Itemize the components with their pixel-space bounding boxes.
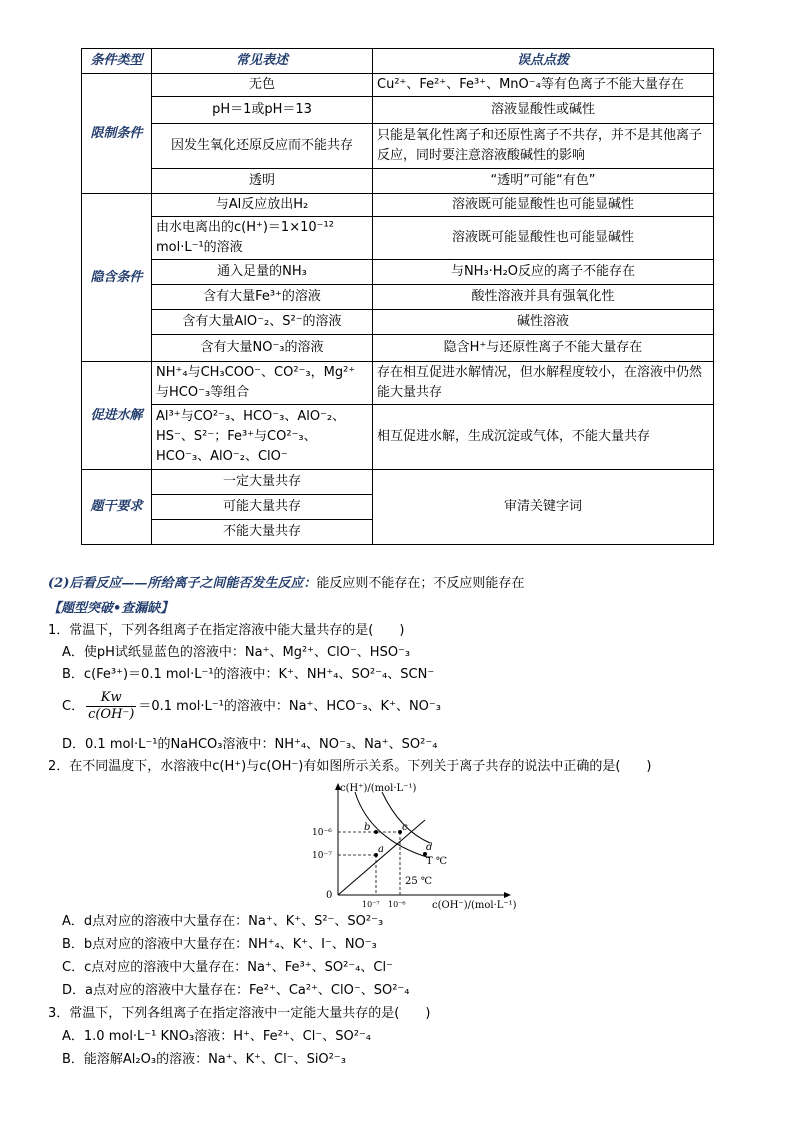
expression-cell: pH＝1或pH＝13	[152, 97, 373, 124]
tip-cell: 隐含H⁺与还原性离子不能大量存在	[373, 335, 714, 362]
table-header-cell: 常见表述	[152, 49, 373, 74]
expression-cell: 与Al反应放出H₂	[152, 194, 373, 217]
tip-cell: 存在相互促进水解情况，但水解程度较小，在溶液中仍然能大量共存	[373, 362, 714, 405]
expression-cell: 通入足量的NH₃	[152, 260, 373, 285]
q1-option-d: D．0.1 mol·L⁻¹的NaHCO₃溶液中：NH⁺₄、NO⁻₃、Na⁺、SO²⁻₄	[62, 737, 438, 752]
frac-den: c(OH⁻)	[88, 707, 135, 722]
q1-option-c-tail: ＝0.1 mol·L⁻¹的溶液中：Na⁺、HCO⁻₃、K⁺、NO⁻₃	[138, 699, 441, 714]
category-cell: 促进水解	[82, 362, 152, 470]
section-2-lead: (2)后看反应——所给离子之间能否发生反应：	[48, 576, 317, 591]
category-cell: 限制条件	[82, 74, 152, 194]
tip-cell: 酸性溶液并具有强氧化性	[373, 285, 714, 310]
q2-option-a: A．d点对应的溶液中大量存在：Na⁺、K⁺、S²⁻、SO²⁻₃	[62, 914, 384, 929]
q1-option-c	[62, 690, 441, 724]
q2-stem: 2．在不同温度下，水溶液中c(H⁺)与c(OH⁻)有如图所示关系。下列关于离子共存的说法中正确的是( )	[48, 759, 652, 774]
expression-cell: 一定大量共存	[152, 470, 373, 495]
q3-option-b: B．能溶解Al₂O₃的溶液：Na⁺、K⁺、Cl⁻、SiO²⁻₃	[62, 1052, 346, 1067]
table-row	[82, 335, 714, 362]
kw-fraction	[86, 690, 136, 723]
expression-cell: 可能大量共存	[152, 495, 373, 520]
heading-practice	[48, 600, 173, 618]
expression-cell: Al³⁺与CO²⁻₃、HCO⁻₃、AlO⁻₂、HS⁻、S²⁻；Fe³⁺与CO²⁻₃、HCO⁻₃、AlO⁻₂、ClO⁻	[152, 405, 373, 470]
tip-cell: Cu²⁺、Fe²⁺、Fe³⁺、MnO⁻₄等有色离子不能大量存在	[373, 74, 714, 97]
x-tick-1e-7: 10⁻⁷	[362, 900, 380, 909]
table-row	[82, 285, 714, 310]
table-row	[82, 169, 714, 194]
section-2-tail: 能反应则不能存在；不反应则能存在	[316, 576, 525, 591]
tip-cell: 溶液既可能显酸性也可能显碱性	[373, 217, 714, 260]
heading-text: 【题型突破•查漏缺】	[48, 601, 174, 616]
expression-cell: NH⁺₄与CH₃COO⁻、CO²⁻₃，Mg²⁺与HCO⁻₃等组合	[152, 362, 373, 405]
expression-cell: 不能大量共存	[152, 520, 373, 545]
expression-cell: 透明	[152, 169, 373, 194]
point-b-label: b	[364, 822, 371, 833]
expression-cell: 含有大量NO⁻₃的溶液	[152, 335, 373, 362]
expression-cell: 无色	[152, 74, 373, 97]
x-axis-label: c(OH⁻)/(mol·L⁻¹)	[432, 900, 517, 911]
y-tick-1e-6: 10⁻⁶	[312, 828, 332, 838]
q1-option-b: B．c(Fe³⁺)＝0.1 mol·L⁻¹的溶液中：K⁺、NH⁺₄、SO²⁻₄、SCN⁻	[62, 667, 435, 682]
table-header-cell: 误点点拨	[373, 49, 714, 74]
table-header-cell: 条件类型	[82, 49, 152, 74]
curve-t	[382, 792, 430, 843]
expression-cell: 由水电离出的c(H⁺)＝1×10⁻¹² mol·L⁻¹的溶液	[152, 217, 373, 260]
merged-tip-cell: 审清关键字词	[373, 470, 714, 545]
x-axis-arrow	[504, 892, 511, 898]
tip-cell: 相互促进水解，生成沉淀或气体，不能大量共存	[373, 405, 714, 470]
category-cell: 题干要求	[82, 470, 152, 545]
expression-cell: 因发生氧化还原反应而不能共存	[152, 124, 373, 169]
table-row	[82, 217, 714, 260]
y-tick-1e-7: 10⁻⁷	[312, 851, 332, 861]
expression-cell: 含有大量AlO⁻₂、S²⁻的溶液	[152, 310, 373, 335]
point-b	[374, 830, 378, 834]
table-row	[82, 97, 714, 124]
point-c-label: c	[402, 822, 408, 833]
expression-cell: 含有大量Fe³⁺的溶液	[152, 285, 373, 310]
tip-cell: 溶液既可能显酸性也可能显碱性	[373, 194, 714, 217]
q2-option-d: D．a点对应的溶液中大量存在：Fe²⁺、Ca²⁺、ClO⁻、SO²⁻₄	[62, 983, 410, 998]
point-a-label: a	[378, 844, 384, 855]
table-row	[82, 470, 714, 495]
q1-option-c-label: C．	[62, 699, 85, 714]
h-oh-graph	[300, 780, 520, 915]
q1-stem: 1．常温下，下列各组离子在指定溶液中能大量共存的是( )	[48, 623, 405, 638]
tip-cell: 碱性溶液	[373, 310, 714, 335]
section-2-line	[48, 575, 524, 593]
point-d-label: d	[426, 842, 433, 853]
x-tick-1e-6: 10⁻⁶	[388, 900, 406, 909]
tip-cell: 与NH₃·H₂O反应的离子不能存在	[373, 260, 714, 285]
y-axis-label: c(H⁺)/(mol·L⁻¹)	[340, 783, 417, 794]
table-row	[82, 124, 714, 169]
q3-stem: 3．常温下，下列各组离子在指定溶液中一定能大量共存的是( )	[48, 1006, 431, 1021]
table-row	[82, 74, 714, 97]
tip-cell: 溶液显酸性或碱性	[373, 97, 714, 124]
table-header-row	[82, 49, 714, 74]
origin-label: 0	[326, 890, 333, 901]
table-row	[82, 310, 714, 335]
q2-option-b: B．b点对应的溶液中大量存在：NH⁺₄、K⁺、I⁻、NO⁻₃	[62, 937, 377, 952]
table-row	[82, 405, 714, 470]
table-row	[82, 260, 714, 285]
curve-t-label: T ℃	[426, 856, 448, 867]
table-row	[82, 194, 714, 217]
table-row	[82, 362, 714, 405]
category-cell: 隐含条件	[82, 194, 152, 362]
q1-option-a: A．使pH试纸显蓝色的溶液中：Na⁺、Mg²⁺、ClO⁻、HSO⁻₃	[62, 645, 411, 660]
tip-cell: 只能是氧化性离子和还原性离子不共存，并不是其他离子反应，同时要注意溶液酸碱性的影响	[373, 124, 714, 169]
q2-option-c: C．c点对应的溶液中大量存在：Na⁺、Fe³⁺、SO²⁻₄、Cl⁻	[62, 960, 393, 975]
tip-cell: “透明”可能“有色”	[373, 169, 714, 194]
curve-25-label: 25 ℃	[405, 876, 433, 887]
frac-num: Kw	[86, 690, 136, 707]
ion-coexistence-table	[81, 48, 714, 545]
q3-option-a: A．1.0 mol·L⁻¹ KNO₃溶液：H⁺、Fe²⁺、Cl⁻、SO²⁻₄	[62, 1029, 371, 1044]
